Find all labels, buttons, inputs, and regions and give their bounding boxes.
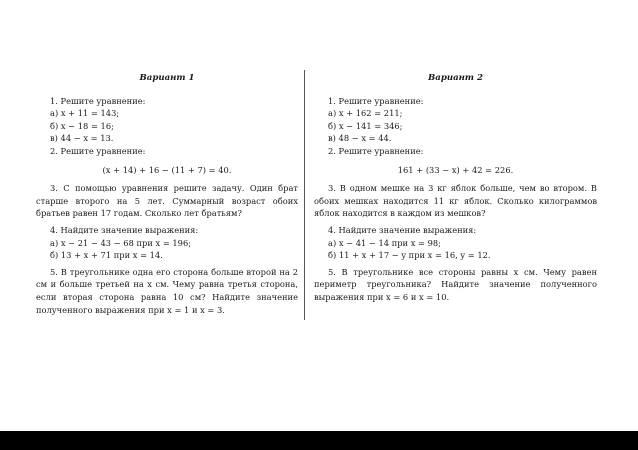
task-4-header: 4. Найдите значение выражения: [50, 224, 199, 235]
task-4a: а) x − 41 − 14 при x = 98; [328, 237, 441, 248]
variant-1-column [36, 72, 298, 320]
bottom-black-bar [0, 431, 638, 450]
task-2-header: 2. Решите уравнение: [328, 145, 424, 156]
task-4a: а) x − 21 − 43 − 68 при x = 196; [50, 237, 192, 248]
task-1-header: 1. Решите уравнение: [328, 95, 424, 106]
task-4b: б) 11 + x + 17 − y при x = 16, y = 12. [328, 250, 491, 261]
task-3-text: 3. В одном мешке на 3 кг яблок больше, чем во втором. В обоих мешках находится 11 кг яблок. Сколько килограммов яблок находится в каждом из мешков? [314, 183, 597, 219]
task-1c: в) 44 − x = 13. [50, 133, 114, 144]
variant-2-title: Вариант 2 [428, 73, 483, 83]
task-5-text: 5. В треугольнике все стороны равны x см. Чему равен периметр треугольника? Найдите значение полученного выражения при x = 6 и x = 10. [314, 266, 597, 302]
task-1b: б) x − 141 = 346; [328, 120, 403, 131]
task-2-equation: 161 + (33 − x) + 42 = 226. [397, 164, 514, 175]
task-2-header: 2. Решите уравнение: [50, 145, 146, 156]
task-1a: а) x + 11 = 143; [50, 108, 120, 119]
variant-1-title: Вариант 1 [139, 73, 195, 83]
column-divider [304, 70, 305, 320]
task-4-header: 4. Найдите значение выражения: [328, 224, 477, 235]
task-3-text: 3. С помощью уравнения решите задачу. Один брат старше второго на 5 лет. Суммарный возраст обоих братьев равен 17 годам. Сколько лет братьям? [36, 183, 298, 219]
variant-2-column [314, 72, 597, 308]
task-1-header: 1. Решите уравнение: [50, 95, 146, 106]
task-1a: а) x + 162 = 211; [328, 108, 403, 119]
task-4b: б) 13 + x + 71 при x = 14. [50, 250, 163, 261]
task-2-equation: (x + 14) + 16 − (11 + 7) = 40. [102, 164, 232, 175]
task-1c: в) 48 − x = 44. [328, 133, 392, 144]
task-5-text: 5. В треугольнике одна его сторона больше второй на 2 см и больше третьей на x см. Чему равна третья сторона, если вторая сторона равна 10 см? Найдите значение полученного выражения при x = 1 и x = 3. [36, 266, 298, 315]
task-1b: б) x − 18 = 16; [50, 120, 114, 131]
